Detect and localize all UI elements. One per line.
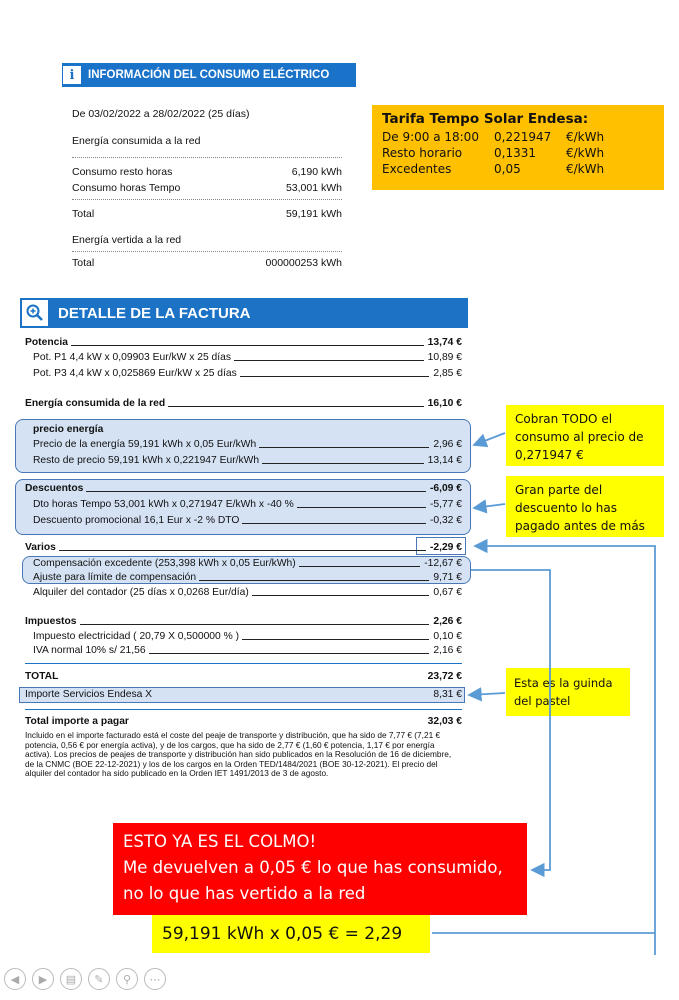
line-value: 13,14 € [427,455,462,466]
tariff-unit: €/kWh [566,146,605,160]
detalle-title: DETALLE DE LA FACTURA [58,304,251,322]
line-label: Energía consumida de la red [25,398,166,409]
line-value: 0,67 € [433,587,462,598]
zoom-icon[interactable]: ⚲ [116,968,138,990]
line-label: Total importe a pagar [25,716,129,727]
info-icon: i [62,65,82,85]
tariff-unit: €/kWh [566,130,605,144]
tariff-price: 0,221947 [494,130,552,144]
tariff-title: Tarifa Tempo Solar Endesa: [382,111,589,127]
energia-red-label: Energía consumida a la red [72,135,201,147]
line-value: 2,85 € [433,368,462,379]
note-cobran: Cobran TODO el consumo al precio de 0,271947 € [506,405,664,466]
tariff-label: De 9:00 a 18:00 [382,130,479,144]
vertida-total-label: Total [72,257,95,269]
line-value: 2,26 € [433,616,462,627]
line-label: Dto horas Tempo 53,001 kWh x 0,271947 E/kWh x -40 % [33,499,294,510]
vertida-total-value: 000000253 kWh [265,257,342,269]
consumo-total-label: Total [72,208,95,220]
colmo-line2: Me devuelven a 0,05 € lo que has consumido, no lo que has vertido a la red [123,858,503,903]
back-icon[interactable]: ◀ [4,968,26,990]
line-value: -12,67 € [424,558,462,569]
tariff-price: 0,05 [494,162,521,176]
line-label: Precio de la energía 59,191 kWh x 0,05 Eur/kWh [33,439,257,450]
line-label: Pot. P1 4,4 kW x 0,09903 Eur/kW x 25 días [33,352,232,363]
line-value: 10,89 € [427,352,462,363]
tariff-label: Excedentes [382,162,452,176]
consumo-row-label: Consumo resto horas [72,166,173,178]
line-label: Impuesto electricidad ( 20,79 X 0,500000 % ) [33,631,240,642]
note-descuento: Gran parte del descuento lo has pagado antes de más [506,476,664,537]
consumo-period: De 03/02/2022 a 28/02/2022 (25 días) [72,108,250,120]
line-label: Alquiler del contador (25 días x 0,0268 Eur/día) [33,587,249,598]
line-value: 16,10 € [427,398,462,409]
line-label: Varios [25,542,56,553]
line-value: 13,74 € [427,337,462,348]
precio-energia-label: precio energía [33,424,104,435]
line-value: -0,32 € [429,515,462,526]
line-label: Compensación excedente (253,398 kWh x 0,05 Eur/kWh) [33,558,296,569]
line-value: 2,16 € [433,645,462,656]
line-label: Impuestos [25,616,77,627]
line-label: IVA normal 10% s/ 21,56 [33,645,146,656]
line-label: Importe Servicios Endesa X [25,689,153,700]
line-value: -2,29 € [429,542,462,553]
pen-icon[interactable]: ✎ [88,968,110,990]
menu-icon[interactable]: ▤ [60,968,82,990]
colmo-line1: ESTO YA ES EL COLMO! [123,832,317,851]
forward-icon[interactable]: ▶ [32,968,54,990]
footnote: Incluido en el importe facturado está el coste del peaje de transporte y distribución, que ha sido de 7,77 € (7,21 € potencia, 0,56 € por energía activa), y de los cargos, que ha sido de 2,77 € (1,60 € potencia, 1,17 € por energía activa). Los precios de peajes de transporte y distribución han sido publicados en la Resolución de 16 de diciembre, de la CNMC (BOE 22-12-2021) y los de los cargos en la Orden TED/1484/2021 (BOE 30-12-2021). El precio del alquiler del contador ha sido publicado en la Orden IET 1491/2013 de 3 de agosto. [25,730,452,779]
line-value: -6,09 € [429,483,462,494]
line-value: 9,71 € [433,572,462,583]
line-value: 8,31 € [433,689,462,700]
line-label: Ajuste para límite de compensación [33,572,197,583]
arrow-icon [429,433,655,955]
line-value: 2,96 € [433,439,462,450]
line-label: Descuento promocional 16,1 Eur x -2 % DTO [33,515,240,526]
slide-navbar [4,968,166,990]
more-icon[interactable]: ⋯ [144,968,166,990]
line-value: 23,72 € [427,671,462,682]
line-value: 0,10 € [433,631,462,642]
note-guinda: Esta es la guinda del pastel [506,668,630,716]
line-label: Potencia [25,337,68,348]
line-label: Resto de precio 59,191 kWh x 0,221947 Eur/kWh [33,455,260,466]
line-value: -5,77 € [429,499,462,510]
tariff-price: 0,1331 [494,146,536,160]
consumo-title: INFORMACIÓN DEL CONSUMO ELÉCTRICO [88,69,330,81]
tariff-unit: €/kWh [566,162,605,176]
line-label: Descuentos [25,483,84,494]
formula-box: 59,191 kWh x 0,05 € = 2,29 [152,915,430,953]
tariff-label: Resto horario [382,146,463,160]
consumo-row-label: Consumo horas Tempo [72,182,181,194]
consumo-row-value: 53,001 kWh [285,182,342,194]
line-label: Pot. P3 4,4 kW x 0,025869 Eur/kW x 25 días [33,368,237,379]
consumo-total-value: 59,191 kWh [285,208,342,220]
vertida-label: Energía vertida a la red [72,234,182,246]
line-value: 32,03 € [427,716,462,727]
consumo-row-value: 6,190 kWh [291,166,342,178]
line-label: TOTAL [25,671,59,682]
